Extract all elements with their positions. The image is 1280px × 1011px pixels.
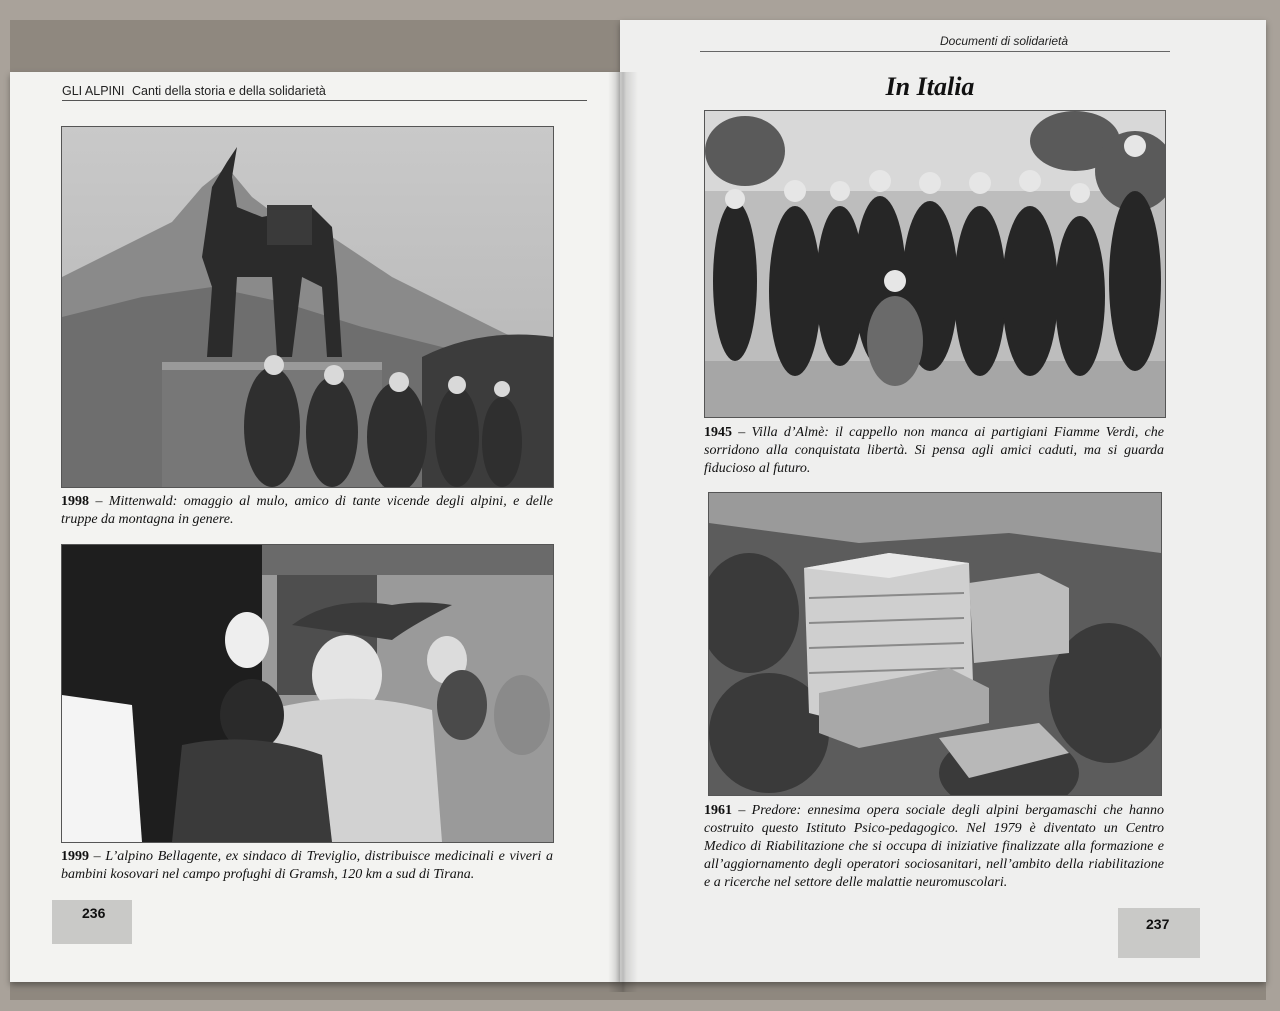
caption-1999 (61, 848, 553, 884)
right-header-rule (700, 51, 1170, 52)
right-running-head: Documenti di solidarietà (940, 34, 1069, 48)
caption-year: 1999 (61, 849, 89, 864)
caption-1945 (704, 424, 1164, 478)
caption-text: – L’alpino Bellagente, ex sindaco di Treviglio, distribuisce medicinali e viveri a bambini kosovari nel campo profughi di Gramsh, 120 km a sud di Tirana. (61, 849, 553, 882)
running-head-series: GLI ALPINI (62, 84, 125, 98)
page-number-right (1118, 908, 1200, 958)
section-title: In Italia (885, 72, 975, 101)
left-running-head (62, 84, 587, 101)
caption-text: – Villa d’Almè: il cappello non manca ai partigiani Fiamme Verdi, che sorridono alla conquistata libertà. Si pensa agli amici caduti, ma si guarda fiducioso al futuro. (704, 425, 1164, 476)
caption-1961 (704, 802, 1164, 892)
caption-year: 1998 (61, 494, 89, 509)
caption-text: – Mittenwald: omaggio al mulo, amico di tante vicende degli alpini, e delle truppe da montagna in genere. (61, 494, 553, 527)
running-head-subtitle: Canti della storia e della solidarietà (132, 84, 326, 98)
caption-year: 1945 (704, 425, 732, 440)
photo-alpino-children (61, 544, 554, 843)
caption-1998 (61, 493, 553, 529)
page-number-left (52, 900, 132, 944)
photo-mule-statue (61, 126, 554, 488)
caption-year: 1961 (704, 803, 732, 818)
page-number-right-text: 237 (1146, 916, 1170, 932)
photo-predore-institute (708, 492, 1162, 796)
page-number-left-text: 236 (82, 905, 106, 921)
photo-partisans-1945 (704, 110, 1166, 418)
caption-text: – Predore: ennesima opera sociale degli alpini bergamaschi che hanno costruito questo Istituto Psico-pedagogico. Nel 1979 è diventato un Centro Medico di Riabilitazione che si occupa di iniziative finalizzate alla formazione e all’aggiornamento degli operatori sociosanitari, nell’ambito della riabilitazione e a ricerche nel settore delle malattie neuromuscolari. (704, 803, 1164, 890)
